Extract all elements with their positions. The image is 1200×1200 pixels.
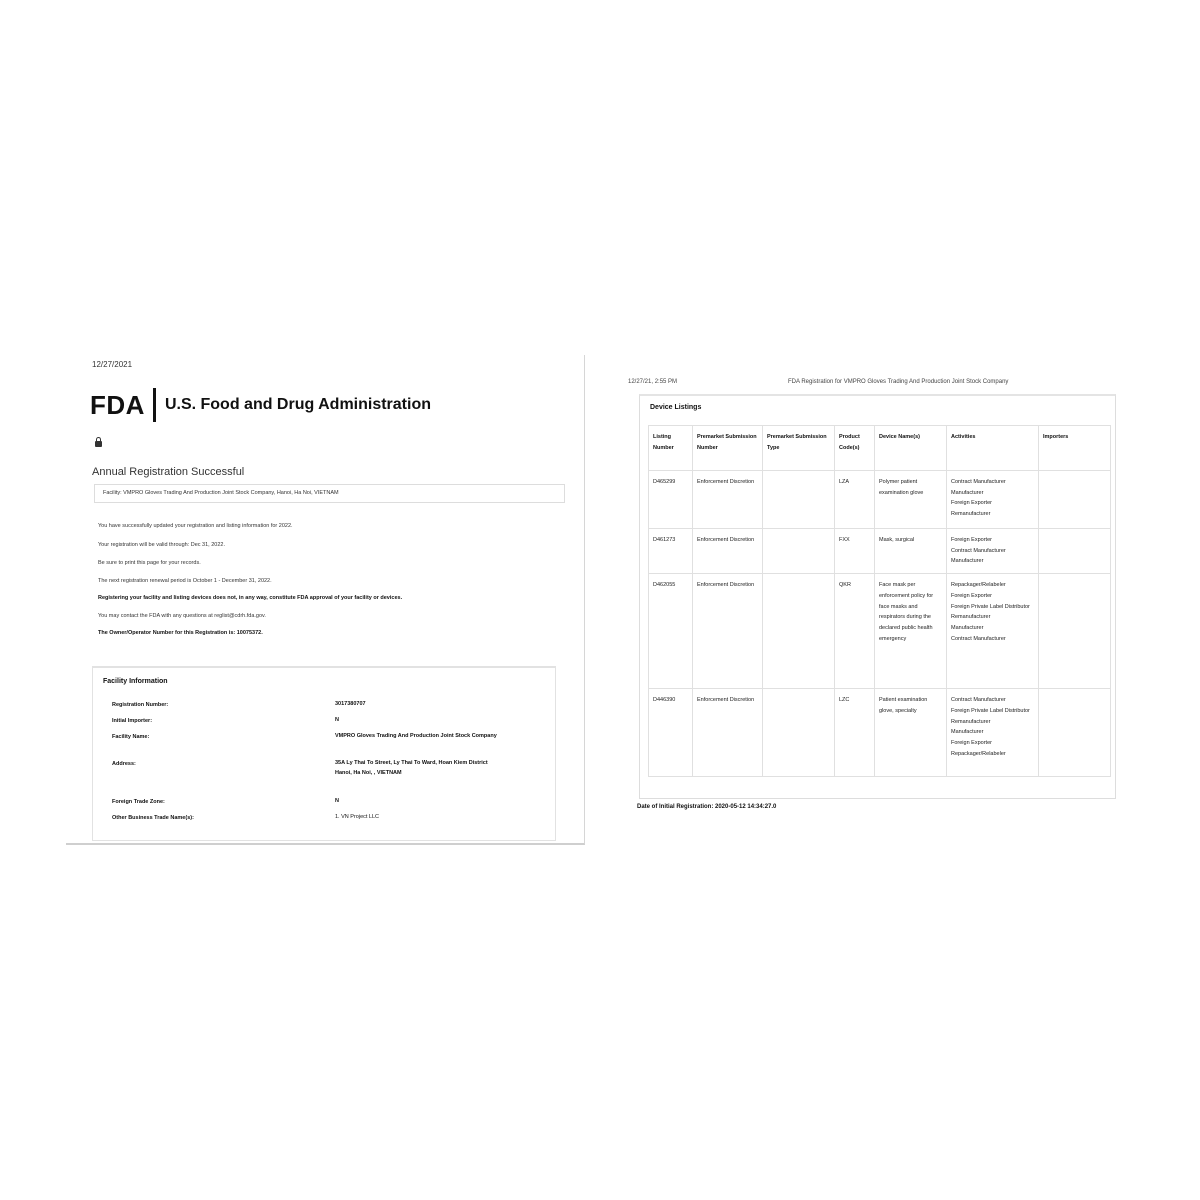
column-header: Premarket Submission Number <box>693 426 763 471</box>
info-label: Registration Number: <box>112 702 169 708</box>
device-listing-page <box>612 370 1132 820</box>
table-cell: Enforcement Discretion <box>693 574 763 689</box>
table-cell: D446390 <box>649 689 693 777</box>
table-cell <box>1039 471 1111 529</box>
success-title: Annual Registration Successful <box>92 466 245 478</box>
header-date: 12/27/21, 2:55 PM <box>628 379 678 385</box>
table-cell: Patient examination glove, specialty <box>875 689 947 777</box>
table-cell: Enforcement Discretion <box>693 529 763 574</box>
column-header: Device Name(s) <box>875 426 947 471</box>
device-listings-panel <box>639 394 1116 799</box>
table-row <box>649 529 1111 574</box>
table-cell <box>763 471 835 529</box>
table-cell: Mask, surgical <box>875 529 947 574</box>
header-title: FDA Registration for VMPRO Gloves Trading And Production Joint Stock Company <box>788 379 1009 385</box>
disclaimer-line: Registering your facility and listing devices does not, in any way, constitute FDA approval of your facility or devices. <box>98 595 403 601</box>
print-date: 12/27/2021 <box>92 360 133 369</box>
facility-name: VMPRO Gloves Trading And Production Joint Stock Company <box>335 733 497 739</box>
table-cell: FXX <box>835 529 875 574</box>
table-cell <box>1039 529 1111 574</box>
registration-number: 3017380707 <box>335 701 366 707</box>
column-header: Premarket Submission Type <box>763 426 835 471</box>
table-cell: Contract Manufacturer Foreign Private Label Distributor Remanufacturer Manufacturer Foreign Exporter Repackager/Relabeler <box>947 689 1039 777</box>
column-header: Product Code(s) <box>835 426 875 471</box>
table-row <box>649 471 1111 529</box>
logo-agency-name: U.S. Food and Drug Administration <box>164 396 431 413</box>
table-cell: D461273 <box>649 529 693 574</box>
fda-logo <box>90 388 431 422</box>
owner-operator-line: The Owner/Operator Number for this Registration is: 10075372. <box>98 630 263 636</box>
table-cell: D462055 <box>649 574 693 689</box>
message-line: You have successfully updated your registration and listing information for 2022. <box>98 523 293 529</box>
facility-information-title: Facility Information <box>103 678 168 685</box>
lock-icon <box>95 441 102 447</box>
foreign-trade-zone: N <box>335 798 339 804</box>
table-cell: Foreign Exporter Contract Manufacturer Manufacturer <box>947 529 1039 574</box>
facility-summary: Facility: VMPRO Gloves Trading And Production Joint Stock Company, Hanoi, Ha Noi, VIETNAM <box>94 484 565 503</box>
logo-divider <box>153 388 156 422</box>
table-cell: Repackager/Relabeler Foreign Exporter Foreign Private Label Distributor Remanufacturer Manufacturer Contract Manufacturer <box>947 574 1039 689</box>
table-cell: LZA <box>835 471 875 529</box>
table-cell: QKR <box>835 574 875 689</box>
other-trade-names: 1. VN Project LLC <box>335 814 380 820</box>
info-label: Address: <box>112 761 136 767</box>
registration-page <box>66 355 585 845</box>
info-label: Initial Importer: <box>112 718 153 724</box>
info-label: Foreign Trade Zone: <box>112 799 165 805</box>
table-cell: Polymer patient examination glove <box>875 471 947 529</box>
column-header: Importers <box>1039 426 1111 471</box>
contact-line: You may contact the FDA with any questions at reglist@cdrh.fda.gov. <box>98 613 266 619</box>
table-body <box>649 471 1111 777</box>
device-listings-title: Device Listings <box>650 404 702 411</box>
column-header: Listing Number <box>649 426 693 471</box>
table-cell: LZC <box>835 689 875 777</box>
table-row <box>649 689 1111 777</box>
facility-information-panel <box>92 666 556 841</box>
column-header: Activities <box>947 426 1039 471</box>
message-line: Be sure to print this page for your records. <box>98 560 201 566</box>
table-cell: D465299 <box>649 471 693 529</box>
table-header-row <box>649 426 1111 471</box>
device-listings-table <box>648 425 1111 777</box>
message-line: The next registration renewal period is October 1 - December 31, 2022. <box>98 578 272 584</box>
facility-address: 35A Ly Thai To Street, Ly Thai To Ward, Hoan Kiem District Hanoi, Ha Noi, , VIETNAM <box>335 760 488 777</box>
table-cell <box>763 574 835 689</box>
logo-fda-text: FDA <box>90 389 145 420</box>
table-cell: Face mask per enforcement policy for face masks and respirators during the declared public health emergency <box>875 574 947 689</box>
info-label: Facility Name: <box>112 734 150 740</box>
table-cell: Enforcement Discretion <box>693 689 763 777</box>
info-label: Other Business Trade Name(s): <box>112 815 194 821</box>
table-cell <box>1039 574 1111 689</box>
table-cell <box>763 689 835 777</box>
table-cell: Enforcement Discretion <box>693 471 763 529</box>
table-cell: Contract Manufacturer Manufacturer Foreign Exporter Remanufacturer <box>947 471 1039 529</box>
initial-registration-date: Date of Initial Registration: 2020-05-12 14:34:27.0 <box>637 804 777 810</box>
table-cell <box>763 529 835 574</box>
table-row <box>649 574 1111 689</box>
initial-importer: N <box>335 717 339 723</box>
message-line: Your registration will be valid through: Dec 31, 2022. <box>98 542 225 548</box>
table-cell <box>1039 689 1111 777</box>
